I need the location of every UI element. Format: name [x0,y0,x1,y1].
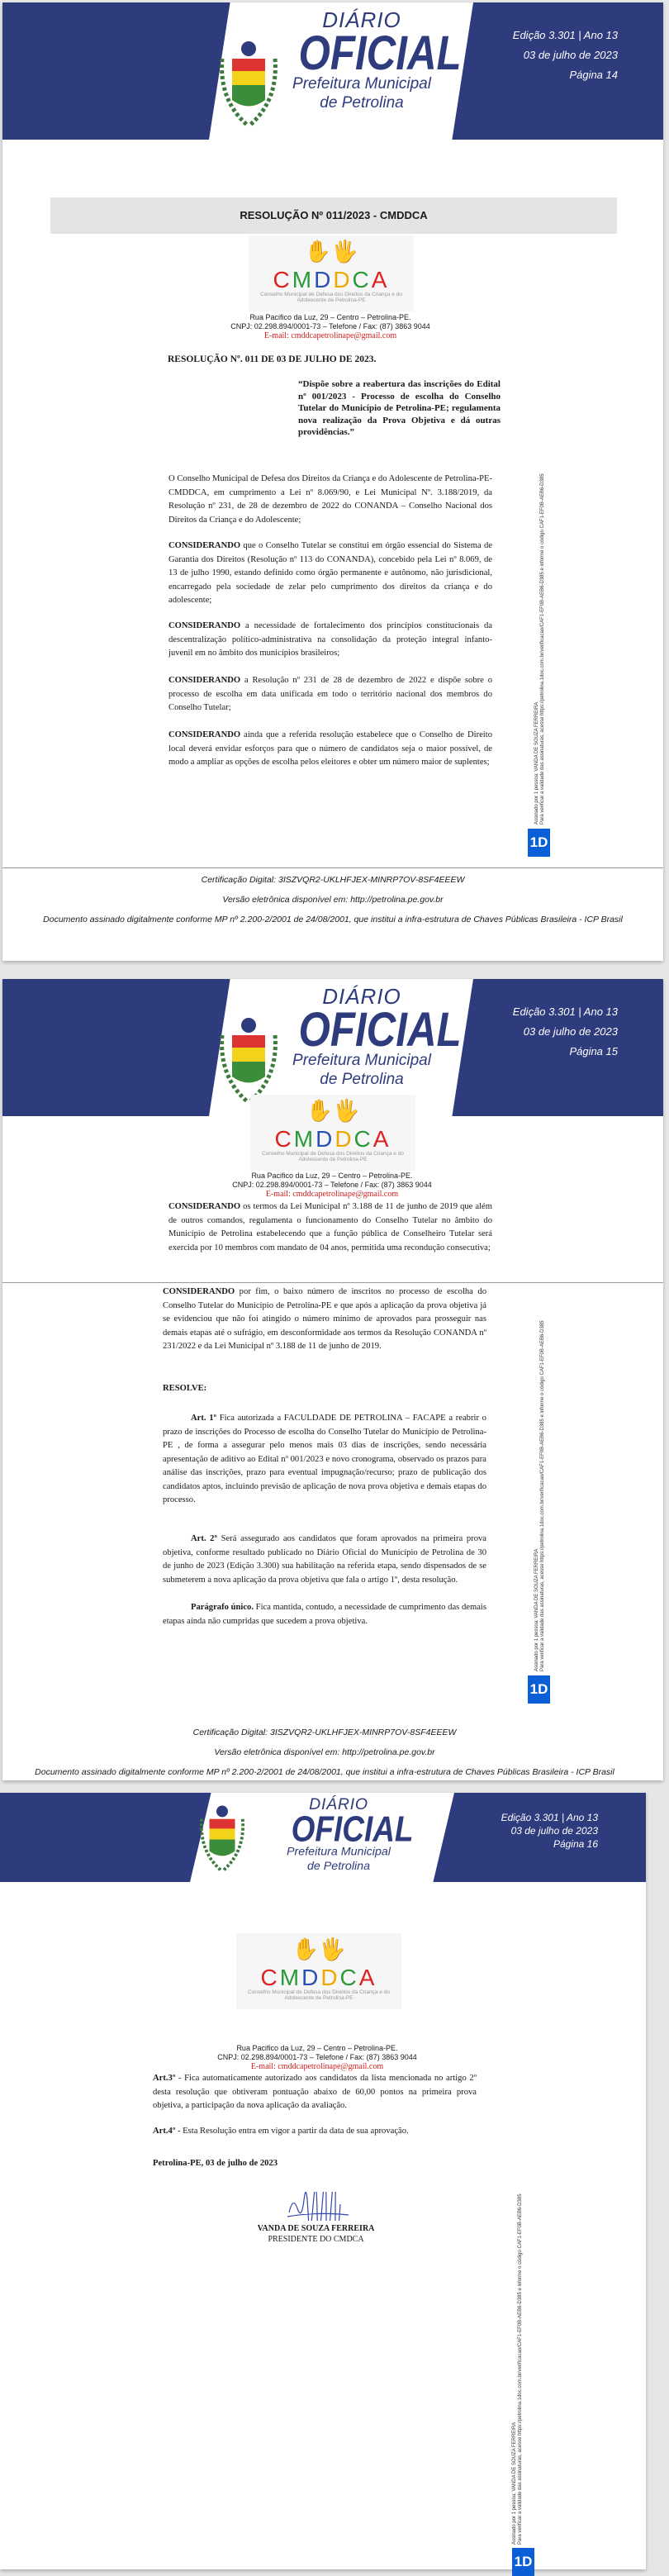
considerando: CONSIDERANDO a Resolução nº 231 de 28 de dezembro de 2022 e dispõe sobre o processo de escolha em data unificada em todo o território nacional dos membros do Conselho Tutelar; [168,676,492,712]
divider [2,867,663,868]
page-16 [0,1793,646,2569]
page-number: Página 15 [569,1045,618,1057]
edition-info [513,26,618,85]
signer-name: VANDA DE SOUZA FERREIRA [257,2224,375,2233]
cmddca-logo: ✋🖐 CMDDCA Conselho Municipal de Defesa dos Direitos da Criança e do Adolescente de Petrolina-PE [250,1095,415,1171]
verification-link[interactable]: Para verificar a validade das assinaturas, acesse https://petrolina.1doc.com.br/verificacao/CAF1-EF0B-AEB6-D385 e informe o código CAF1-EF0B-AEB6-D385 [540,1320,545,1671]
diario-oficial-logo: DIÁRIO OFICIAL Prefeitura Municipal de Petrolina [292,984,462,1088]
resolve-heading: RESOLVE: [163,1384,207,1393]
article: Art. 1º Fica autorizada a FACULDADE DE PETROLINA – FACAPE a reabrir o prazo de inscrições do Processo de escolha do Conselho Tutelar do Município de Petrolina-PE , de forma a assegurar pelo menos mais 03 dias de inscrições, sendo necessária apresentação de aditivo ao Edital nº 001/2023 e novo cronograma, observado os prazos para análise das inscrições, prazo para eventual impugnação/recurso; prazo de publicação dos candidatos aptos, incluindo previsão de aplicação de nova prova objetiva e demais etapas do processo. [163,1414,486,1504]
hands-icon: ✋🖐 [292,1937,346,1961]
signature-stamp: Assinado por 1 pessoa: VANDA DE SOUZA FERREIRA Para verificar a validade das assinaturas, acesse https://petrolina.1doc.com.br/verificacao/CAF1-EF0B-AEB6-D385 e informe o código CAF1-EF0B-AEB6-D385 [534,1225,546,1671]
cmddca-logo: ✋🖐 CMDDCA Conselho Municipal de Defesa dos Direitos da Criança e do Adolescente de Petrolina-PE [236,1933,401,2009]
diario-oficial-logo: DIÁRIO OFICIAL Prefeitura Municipal de Petrolina [287,1794,414,1873]
ementa: “Dispõe sobre a reabertura das inscrições do Edital nº 001/2023 - Processo de escolha do Conselho Tutelar do Município de Petrolina-PE; regulamenta nova realização da Prova Objetiva e dá outras providências.” [298,379,501,437]
handwritten-signature [285,2192,351,2221]
page-number: Página 14 [569,69,618,81]
considerando: CONSIDERANDO a necessidade de fortalecimento dos princípios constitucionais da descentralização político-administrativa na consolidação da proteção integral infanto-juvenil em no âmbito dos municípios brasileiros; [168,621,492,658]
edition-info: Edição 3.301 | Ano 13 03 de julho de 2023 Página 15 [513,1002,618,1062]
coat-of-arms-icon [197,1797,248,1880]
resolution-title: RESOLUÇÃO Nº. 011 DE 03 DE JULHO DE 2023. [168,354,377,364]
edition-date: 03 de julho de 2023 [523,49,618,61]
1doc-badge-icon[interactable]: 1D [528,1675,550,1704]
place-date: Petrolina-PE, 03 de julho de 2023 [153,2159,278,2168]
signature-stamp: Assinado por 1 pessoa: VANDA DE SOUZA FERREIRA Para verificar a validade das assinaturas, acesse https://petrolina.1doc.com.br/verificacao/CAF1-EF0B-AEB6-D385 e informe o código CAF1-EF0B-AEB6-D385 [534,378,546,825]
page-number: Página 16 [553,1838,598,1850]
considerando: CONSIDERANDO por fim, o baixo número de inscritos no processo de escolha do Conselho Tutelar do Município de Petrolina-PE e que após a aplicação da prova objetiva já se evidenciou que não foi atingido o número mínimo de aprovados para prosseguir nas demais etapas até o sufrágio, em desconformidade aos termos da Resolução CONANDA nº 231/2022 e da Lei Municipal nº 3.188 de 11 de junho de 2019. [163,1287,486,1351]
edition-number: Edição 3.301 | Ano 13 [512,29,618,41]
footer: Certificação Digital: 3ISZVQR2-UKLHFJEX-MINRP7OV-8SF4EEEW Versão eletrônica disponível em: http://petrolina.pe.gov.br Documento assinado digitalmente conforme MP nº 2.200-2/2001 de 24/08/2001, que institui a infra-estrutura de Chaves Públicas Brasileira - ICP Brasil [35,1728,614,1777]
letterhead: Rua Pacifico da Luz, 29 – Centro – Petrolina-PE. CNPJ: 02.298.894/0001-73 – Telefone / Fax: (87) 3863 9044 E-mail: cmddcapetrolinape@gmail.com [167,1172,497,1199]
considerando: CONSIDERANDO que o Conselho Tutelar se constitui em órgão essencial do Sistema de Garantia dos Direitos (Resolução nº 113 do CONANDA), concebido pela Lei nº 8.069, de 13 de julho 1990, estando definido como órgão permanente e autônomo, não jurisdicional, encarregado pela sociedade de zelar pelo cumprimento dos direitos da criança e do adolescente; [168,541,492,605]
signature-stamp: Assinado por 1 pessoa: VANDA DE SOUZA FERREIRA Para verificar a validade das assinaturas, acesse https://petrolina.1doc.com.br/verificacao/CAF1-EF0B-AEB6-D385 e informe o código CAF1-EF0B-AEB6-D385 [512,2098,524,2545]
cmddca-logo: ✋🖐 CMDDCA Conselho Municipal de Defesa dos Direitos da Criança e do Adolescente de Petrolina-PE [249,235,414,311]
article: Art.3º - Fica automaticamente autorizado aos candidatos da lista mencionada no artigo 2º desta resolução que obtiveram pontuação abaixo de 60,00 pontos na primeira prova objetiva, a participação da nova aplicação da avaliação. [153,2074,477,2110]
resolution-bar: RESOLUÇÃO Nº 011/2023 - CMDDCA [50,197,617,234]
email-link[interactable]: E-mail: cmddcapetrolinape@gmail.com [265,1190,399,1199]
verification-link[interactable]: Para verificar a validade das assinaturas, acesse https://petrolina.1doc.com.br/verificacao/CAF1-EF0B-AEB6-D385 e informe o código CAF1-EF0B-AEB6-D385 [518,2193,523,2545]
letterhead: Rua Pacifico da Luz, 29 – Centro – Petrolina-PE. CNPJ: 02.298.894/0001-73 – Telefone / Fax: (87) 3863 9044 E-mail: cmddcapetrolinape@gmail.com [152,2044,482,2071]
footer: Certificação Digital: 3ISZVQR2-UKLHFJEX-MINRP7OV-8SF4EEEW Versão eletrônica disponível em: http://petrolina.pe.gov.br Documento assinado digitalmente conforme MP nº 2.200-2/2001 de 24/08/2001, que institui a infra-estrutura de Chaves Públicas Brasileira - ICP Brasil [43,875,623,924]
email-link[interactable]: E-mail: cmddcapetrolinape@gmail.com [250,2062,384,2071]
preamble: O Conselho Municipal de Defesa dos Direitos da Criança e do Adolescente de Petrolina-PE-CMDDCA, em cumprimento a Lei nº 8.069/90, e Lei Municipal Nº. 3.188/2019, da Resolução nº 231, de 28 de dezembro de 2022 do CONANDA – Conselho Nacional dos Direitos da Criança e do Adolescente; [168,474,492,525]
page-15 [2,979,663,1780]
page-14 [2,2,663,961]
hands-icon: ✋🖐 [306,1099,360,1123]
page-break-line [2,1282,663,1283]
paragraph-unico: Parágrafo único. Fica mantida, contudo, a necessidade de cumprimento das demais etapas ainda não cumpridas que sucedem a prova objetiva. [163,1603,486,1626]
article: Art.4º - Esta Resolução entra em vigor a partir da data de sua aprovação. [153,2127,409,2136]
verification-link[interactable]: Para verificar a validade das assinaturas, acesse https://petrolina.1doc.com.br/verificacao/CAF1-EF0B-AEB6-D385 e informe o código CAF1-EF0B-AEB6-D385 [540,473,545,825]
1doc-badge-icon[interactable]: 1D [512,2548,534,2576]
edition-info: Edição 3.301 | Ano 13 03 de julho de 2023 Página 16 [501,1812,598,1850]
article: Art. 2º Será assegurado aos candidatos que foram aprovados na primeira prova objetiva, conforme resultado publicado no Diário Oficial do Município de Petrolina de 30 de junho de 2023 (Edição 3.300) sua habilitação na referida etapa, sendo dispensados de se submeterem a nova aplicação da prova objetiva que fala o artigo 1º, desta resolução. [163,1534,486,1585]
considerando: CONSIDERANDO ainda que a referida resolução estabelece que o Conselho de Direito local deverá envidar esforços para que o número de candidatos seja o maior possível, de modo a ampliar as opções de escolha pelos eleitores e obter um número maior de suplentes; [168,730,492,767]
email-link[interactable]: E-mail: cmddcapetrolinape@gmail.com [263,331,397,340]
letterhead: Rua Pacifico da Luz, 29 – Centro – Petrolina-PE. CNPJ: 02.298.894/0001-73 – Telefone / Fax: (87) 3863 9044 E-mail: cmddcapetrolinape@gmail.com [165,313,496,340]
signer-role: PRESIDENTE DO CMDCA [268,2235,364,2244]
diario-oficial-logo: DIÁRIO OFICIAL Prefeitura Municipal de Petrolina [292,7,462,112]
masthead [0,1793,646,1882]
considerando: CONSIDERANDO os termos da Lei Municipal nº 3.188 de 11 de junho de 2019 que além de outros comandos, regulamenta o funcionamento do Conselho Tutelar no âmbito do Município de Petrolina estabelecendo que a função pública de Conselheiro Tutelar será exercida por 10 membros com mandato de 04 anos, permitida uma recondução consecutiva; [168,1202,492,1252]
masthead [2,2,663,140]
coat-of-arms-icon [216,34,282,133]
hands-icon: ✋🖐 [304,240,358,264]
1doc-badge-icon[interactable]: 1D [528,829,550,857]
